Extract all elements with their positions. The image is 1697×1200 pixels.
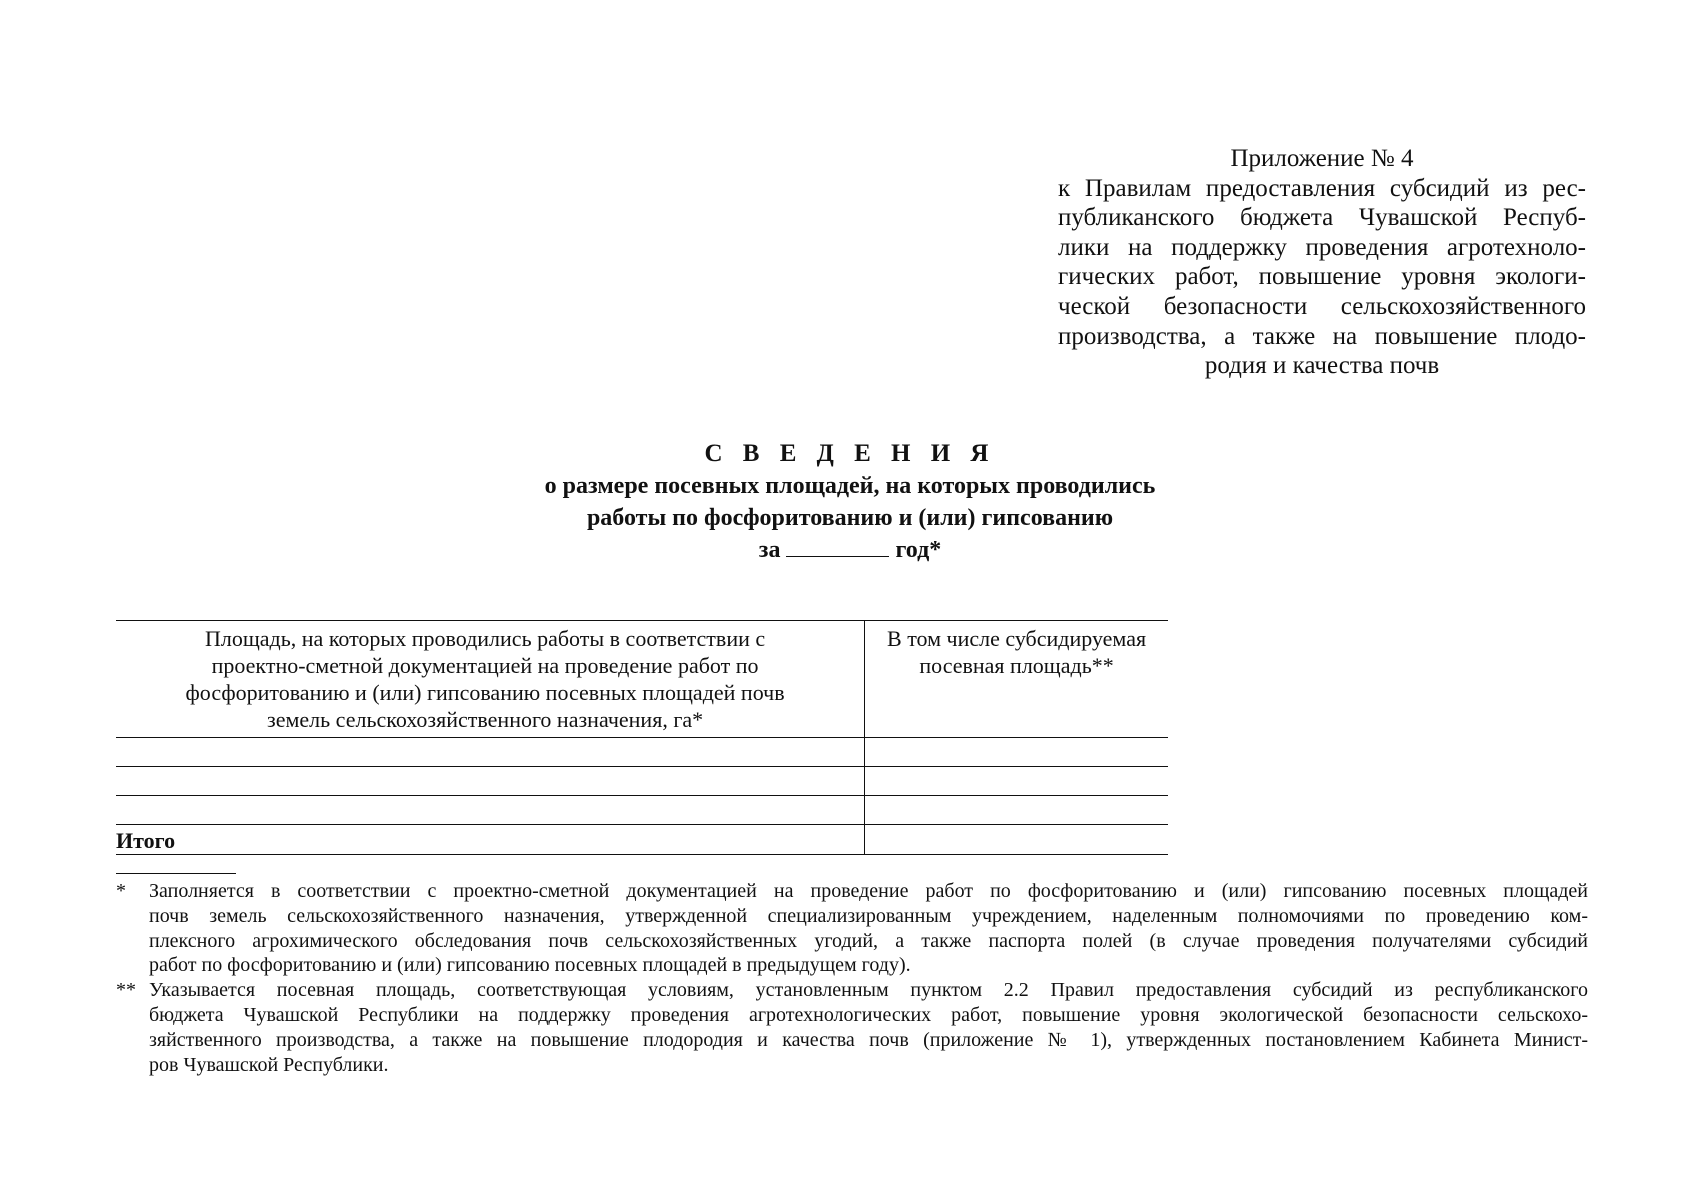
appendix-reference <box>1058 174 1586 381</box>
form-subtitle-line: о размере посевных площадей, на которых проводились <box>544 473 1156 499</box>
form-title <box>350 438 1350 566</box>
appendix-line: публиканского бюджета Чувашской Респуб- <box>1058 204 1586 232</box>
footnote-line: зяйственного производства, а также на повышение плодородия и качества почв (приложение № 1), утвержденных постановлением Кабинета Минист- <box>149 1028 1588 1051</box>
table-cell-area[interactable] <box>116 767 865 796</box>
footnote-separator <box>116 873 236 874</box>
footnote-line: плексного агрохимического обследования почв сельскохозяйственных угодий, а также паспорта полей (в случае проведения получателями субсидий <box>149 929 1588 952</box>
appendix-line: производства, а также на повышение плодо- <box>1058 322 1586 350</box>
footnote-marker: * <box>116 880 126 902</box>
footnotes <box>116 879 1588 1077</box>
sown-area-table <box>116 620 1168 855</box>
form-heading: С В Е Д Е Н И Я <box>704 440 996 467</box>
year-blank-field[interactable] <box>786 536 889 557</box>
footnote-line: Указывается посевная площадь, соответствующая условиям, установленным пунктом 2.2 Правил предоставления субсидий из республиканского <box>149 979 1588 1002</box>
table-row <box>116 767 1168 796</box>
table-cell-area[interactable] <box>116 796 865 825</box>
form-subtitle-line: работы по фосфоритованию и (или) гипсованию <box>586 505 1114 531</box>
table-cell-subsidized[interactable] <box>865 767 1168 796</box>
table-cell-area[interactable] <box>116 738 865 767</box>
form-year-line <box>350 534 1350 566</box>
appendix-header <box>1058 144 1586 381</box>
appendix-line: гических работ, повышение уровня экологи- <box>1058 263 1586 291</box>
appendix-line: лики на поддержку проведения агротехноло- <box>1058 233 1586 261</box>
footnote-line: ров Чувашской Республики. <box>149 1053 389 1076</box>
table-row <box>116 796 1168 825</box>
total-label-cell <box>116 825 865 855</box>
year-prefix: за <box>758 537 781 563</box>
column-header-area: Площадь, на которых проводились работы в соответствии с проектно-сметной документацией на проведение работ по фосфоритованию и (или) гипсованию посевных площадей почв земель сельскохозяйственного назначения, га* <box>116 621 865 738</box>
footnote-double-asterisk <box>116 978 1588 1077</box>
footnote-single-asterisk <box>116 879 1588 978</box>
footnote-marker: ** <box>116 979 136 1002</box>
table-cell-subsidized[interactable] <box>865 796 1168 825</box>
appendix-line: родия и качества почв <box>1204 352 1440 380</box>
footnote-line: почв земель сельскохозяйственного назначения, утвержденной специализированным учреждением, наделенным полномочиями по проведению ком- <box>149 904 1588 927</box>
appendix-line: к Правилам предоставления субсидий из рес- <box>1058 174 1586 202</box>
footnote-line: бюджета Чувашской Республики на поддержку проведения агротехнологических работ, повышение уровня экологической безопасности сельскохо- <box>149 1003 1588 1026</box>
total-label: Итого <box>116 828 176 853</box>
table-total-row <box>116 825 1168 855</box>
total-value-cell[interactable] <box>865 825 1168 855</box>
footnote-line: Заполняется в соответствии с проектно-сметной документацией на проведение работ по фосфоритованию и (или) гипсованию посевных площадей <box>149 880 1588 902</box>
table-header-row <box>116 621 1168 738</box>
table-cell-subsidized[interactable] <box>865 738 1168 767</box>
column-header-subsidized-area: В том числе субсидируемая посевная площадь** <box>865 621 1168 738</box>
appendix-line: ческой безопасности сельскохозяйственного <box>1058 292 1586 320</box>
footnote-line: работ по фосфоритованию и (или) гипсованию посевных площадей в предыдущем году). <box>149 954 911 977</box>
appendix-title: Приложение № 4 <box>1230 145 1414 172</box>
table-row <box>116 738 1168 767</box>
year-suffix: год* <box>895 537 942 563</box>
